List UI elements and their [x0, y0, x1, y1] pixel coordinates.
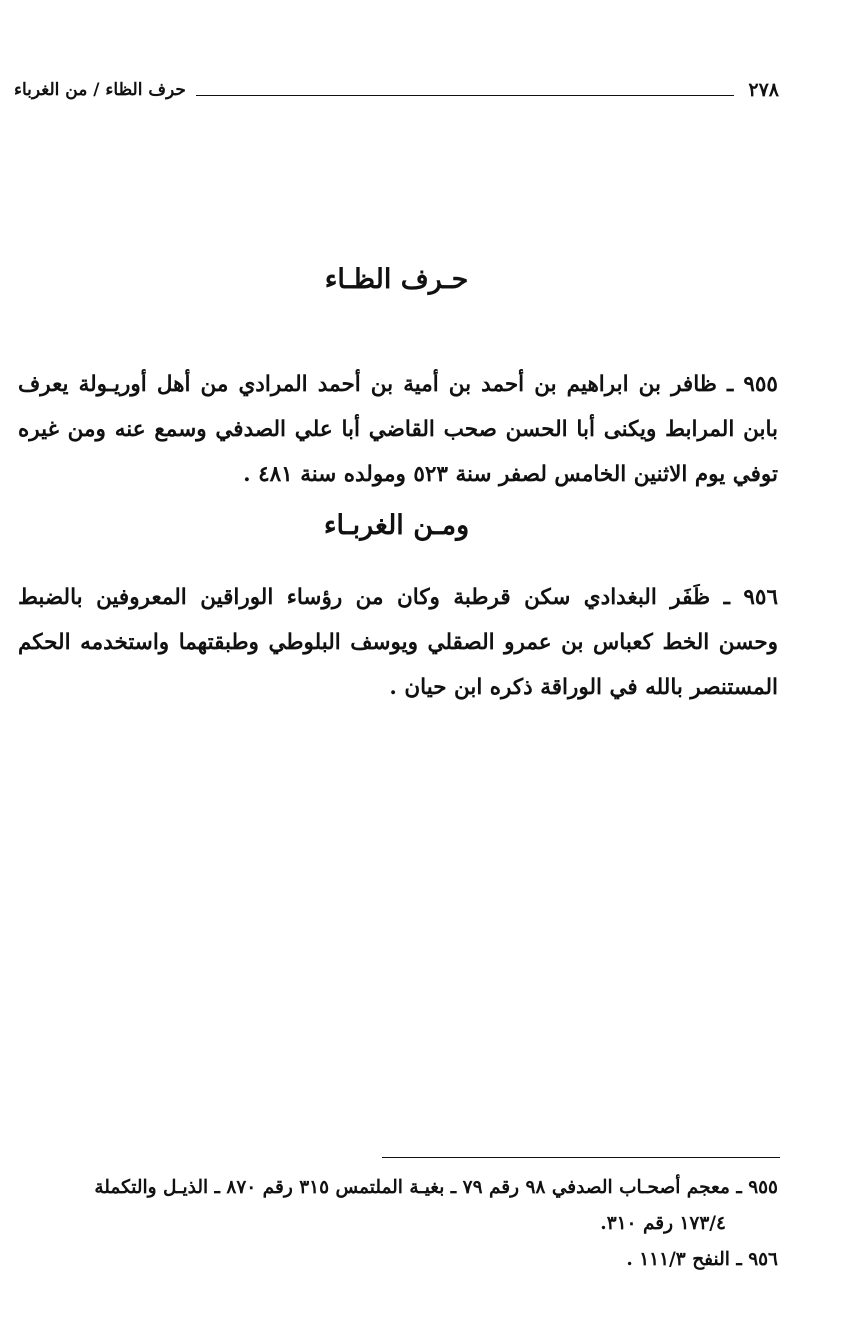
entry-text: ظَفَر البغدادي سكن قرطبة وكان من رؤساء الوراقين المعروفين بالضبط وحسن الخط كعباس بن عمرو الصقلي ويوسف البلوطي وطبقتهما واستخدمه الحكم المستنصر بالله في الوراقة ذكره ابن حيان .	[18, 585, 778, 700]
strangers-heading: ومـن الغربـاء	[323, 510, 470, 541]
page-number: ٢٧٨	[748, 79, 779, 101]
letter-heading: حـرف الظـاء	[324, 264, 469, 295]
footnote	[18, 1242, 778, 1278]
footnotes	[18, 1170, 778, 1278]
footnote-continuation: ١٧٣/٤ رقم ٣١٠.	[600, 1213, 726, 1234]
footnote-separator	[382, 1157, 780, 1158]
running-header	[14, 78, 779, 102]
header-rule	[196, 95, 735, 96]
entry-text: ظافر بن ابراهيم بن أحمد بن أمية بن أحمد المرادي من أهل أوريـولة يعرف بابن المرابط ويكنى أبا الحسن صحب القاضي أبا علي الصدفي وسمع عنه ومن غيره توفي يوم الاثنين الخامس لصفر سنة ٥٢٣ ومولده سنة ٤٨١ .	[18, 372, 778, 487]
running-section-title: حرف الظاء / من الغرباء	[14, 80, 186, 100]
footnote-text: النفح ١١١/٣ .	[626, 1249, 730, 1270]
entry-number: ٩٥٥ ـ	[726, 372, 778, 397]
footnote-number: ٩٥٥ ـ	[736, 1177, 778, 1198]
footnote-number: ٩٥٦ ـ	[736, 1249, 778, 1270]
entry-number: ٩٥٦ ـ	[723, 585, 778, 610]
biography-entry	[18, 575, 778, 710]
footnote-text: معجم أصحـاب الصدفي ٩٨ رقم ٧٩ ـ بغيـة الملتمس ٣١٥ رقم ٨٧٠ ـ الذيـل والتكملة	[94, 1177, 730, 1198]
footnote	[18, 1170, 778, 1242]
biography-entry	[18, 362, 778, 497]
